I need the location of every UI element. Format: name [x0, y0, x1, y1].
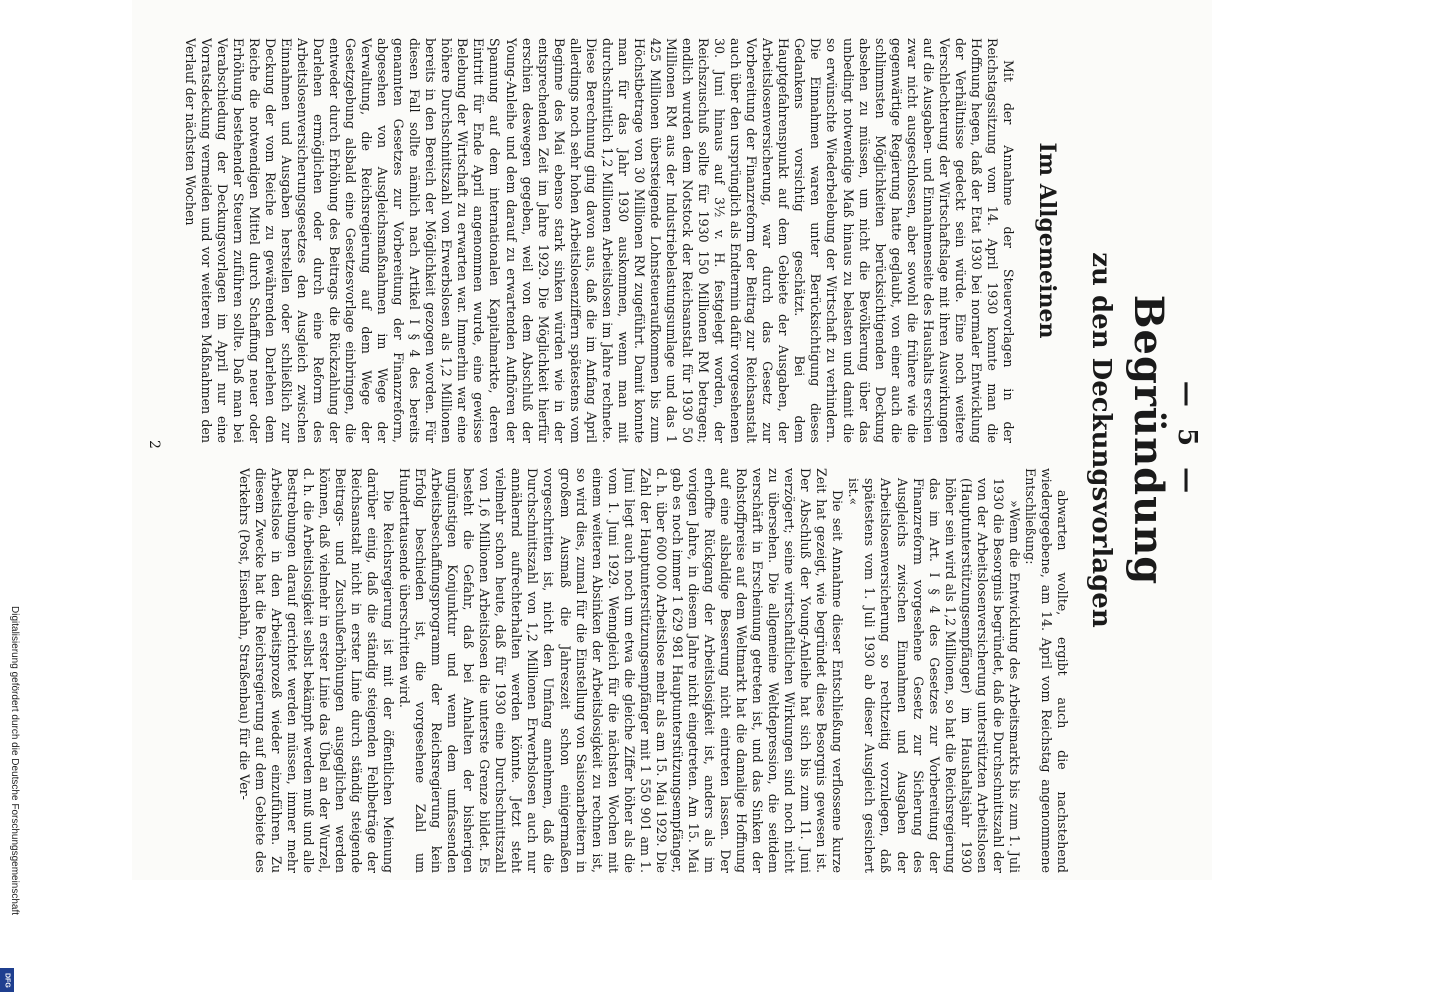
paragraph: Mit der Annahme der Steuervorlagen in der Reichstagssitzung vom 14. April 1930 konnte man die Hoffnung hegen, daß der Etat 1930 bei normaler Entwicklung der Verhältnisse gedeckt sein würde. Eine noch weitere Verschlechterung der Wirtschaftslage mit ihren Auswirkungen auf die Ausgaben- und Einnahmenseite des Haushalts erschien zwar nicht ausgeschlossen, aber sowohl die frühere wie die gegenwärtige Regierung hatte geglaubt, von einer auch die schlimmsten Möglichkeiten berücksichtigenden Deckung absehen zu müssen, um nicht die Bevölkerung über das unbedingt notwendige Maß hinaus zu belasten und damit die so erwünschte Wiederbelebung der Wirtschaft zu verhindern. Die Einnahmen waren unter Berücksichtigung dieses Gedankens vorsichtig geschätzt. Bei dem Hauptgefahrenspunkt auf dem Gebiete der Ausgaben, der Arbeitslosenversicherung, war durch das Gesetz zur Vorbereitung der Finanzreform der Beitrag zur Reichsanstalt auch über den ursprünglich als Endtermin dafür vorgesehenen 30. Juni hinaus auf 3½ v. H. festgelegt worden, der Reichszuschuß sollte für 1930 150 Millionen RM betragen; endlich wurden dem Notstock der Reichsanstalt für 1930 50 Millionen RM aus der Industriebelastungsumlage und das 1 425 Millionen übersteigende Lohnsteueraufkommen bis zum Höchstbetrage von 30 Millionen RM zugeführt. Damit konnte man für das Jahr 1930 auskommen, wenn man mit durchschnittlich 1,2 Millionen Arbeitslosen im Jahre rechnete. Diese Berechnung ging davon aus, daß die im Anfang April allerdings noch sehr hohen Arbeitslosenziffern spätestens vom Beginne des Mai ebenso stark sinken würden wie in der entsprechenden Zeit im Jahre 1929. Die Möglichkeit hierfür erschien deswegen gegeben, weil von dem Abschluß der Young-Anleihe und dem darauf zu erwartenden Aufhören der Spannung auf dem internationalen Kapitalmarkte, deren Eintritt für Ende April angenommen wurde, eine gewisse Belebung der Wirtschaft zu erwarten war. Immerhin war eine höhere Durchschnittszahl von Erwerbslosen als 1,2 Millionen bereits in den Bereich der Möglichkeit gezogen worden. Für diesen Fall sollte nämlich nach Artikel I § 4 des bereits genannten Gesetzes zur Vorbereitung der Finanzreform, abgesehen von Ausgleichsmaßnahmen im Wege der Verwaltung, die Reichsregierung auf dem Wege der Gesetzgebung alsbald eine Gesetzesvorlage einbringen, die entweder durch Erhöhung des Beitrags die Rückzahlung der Darlehen ermöglichen oder durch eine Reform des Arbeitslosenversicherungsgesetzes den Ausgleich zwischen Einnahmen und Ausgaben herstellen oder schließlich zur Deckung der vom Reiche zu gewährenden Darlehen dem Reiche die notwendigen Mittel durch Schaffung neuer oder Erhöhung bestehender Steuern zuführen sollte. Daß man bei Verabschiedung der Deckungsvorlagen im April nur eine Vorratsdeckung vermeiden und vor weiteren Maßnahmen den Verlauf der nächsten Wochen: [182, 38, 1016, 443]
quoted-resolution: »Wenn die Entwicklung des Arbeitsmarkts bis zum 1. Juli 1930 die Besorgnis begründet, daß die Durchschnittszahl der von der Arbeitslosenversicherung unterstützten Arbeitslosen (Hauptunterstützungsempfänger) im Haushaltsjahr 1930 höher sein wird als 1,2 Millionen, so hat die Reichsregierung das im Art. I § 4 des Gesetzes zur Vorbereitung der Finanzreform vorgesehene Gesetz zur Sicherung des Ausgleichs zwischen Einnahmen und Ausgaben der Arbeitslosenversicherung so rechtzeitig vorzulegen, daß spätestens vom 1. Juli 1930 ab dieser Ausgleich gesichert ist.«: [846, 478, 1022, 873]
paragraph: Die Reichsregierung ist mit der öffentlichen Meinung darüber einig, daß die ständig steigenden Fehlbeträge der Reichsanstalt nicht in erster Linie durch ständig steigende Beitrags- und Zuschußerhöhungen ausgeglichen werden können, daß vielmehr in erster Linie das Übel an der Wurzel, d. h. die Arbeitslosigkeit selbst bekämpft werden muß und alle Bestrebungen darauf gerichtet werden müssen, immer mehr Arbeitslose in den Arbeitsprozeß wieder einzuführen. Zu diesem Zwecke hat die Reichsregierung auf dem Gebiete des Verkehrs (Post, Eisenbahn, Straßenbau) für die Ver-: [236, 468, 397, 873]
dfg-logo-icon: DFG: [0, 968, 14, 992]
page-subtitle: zu den Deckungsvorlagen: [1086, 252, 1116, 628]
digitization-credit: Digitalisierung gefördert durch die Deutsche Forschungsgemeinschaft: [9, 606, 20, 916]
paragraph: Die seit Annahme dieser Entschließung verflossene kurze Zeit hat gezeigt, wie begründet diese Besorgnis gewesen ist. Der Abschluß der Young-Anleihe hat sich bis zum 11. Juni verzögert; seine wirtschaftlichen Wirkungen sind noch nicht zu übersehen. Die allgemeine Weltdepression, die seitdem verschärft in Erscheinung getreten ist, und das Sinken der Rohstoffpreise auf dem Weltmarkt hat die damalige Hoffnung auf eine alsbaldige Besserung nicht eintreten lassen. Der erhoffte Rückgang der Arbeitslosigkeit ist, anders als im vorigen Jahre, in diesem Jahre nicht eingetreten. Am 15. Mai gab es noch immer 1 629 981 Hauptunterstützungsempfänger, d. h. über 600 000 Arbeitslose mehr als am 15. Mai 1929. Die Zahl der Hauptunterstützungsempfänger mit 1 550 901 am 1. Juni liegt auch noch um etwa die gleiche Ziffer höher als die vom 1. Juni 1929. Wenngleich für die nächsten Wochen mit einem weiteren Absinken der Arbeitslosigkeit zu rechnen ist, so wird dies, zumal für die Einstellung von Saisonarbeitern in großem Ausmaß die Jahreszeit schon einigermaßen vorgeschritten ist, nicht den Umfang annehmen, daß die Durchschnittszahl von 1,2 Millionen Erwerbslosen auch nur annähernd aufrechterhalten werden könnte. Jetzt steht vielmehr schon heute, daß für 1930 eine Durchschnittszahl von 1,6 Millionen Arbeitslosen die unterste Grenze bildet. Es besteht die Gefahr, daß bei Anhalten der bisherigen ungünstigen Konjunktur und wenn dem umfassenden Arbeitsbeschaffungsprogramm der Reichsregierung kein Erfolg beschieden ist, die vorgesehene Zahl um Hunderttausende überschritten wird.: [397, 468, 846, 873]
paragraph: abwarten wollte, ergibt auch die nachstehend wiedergegebene, am 14. April vom Reichstag angenommene Entschließung:: [1022, 468, 1070, 873]
page-title: Begründung: [1125, 294, 1172, 586]
right-text-column: [182, 468, 1070, 873]
section-heading: Im Allgemeinen: [1034, 142, 1060, 339]
page-number: — 5 —: [1172, 380, 1202, 500]
scanned-page: [132, 0, 1212, 880]
left-text-column: [182, 38, 1016, 443]
footer-number: 2: [146, 440, 162, 449]
